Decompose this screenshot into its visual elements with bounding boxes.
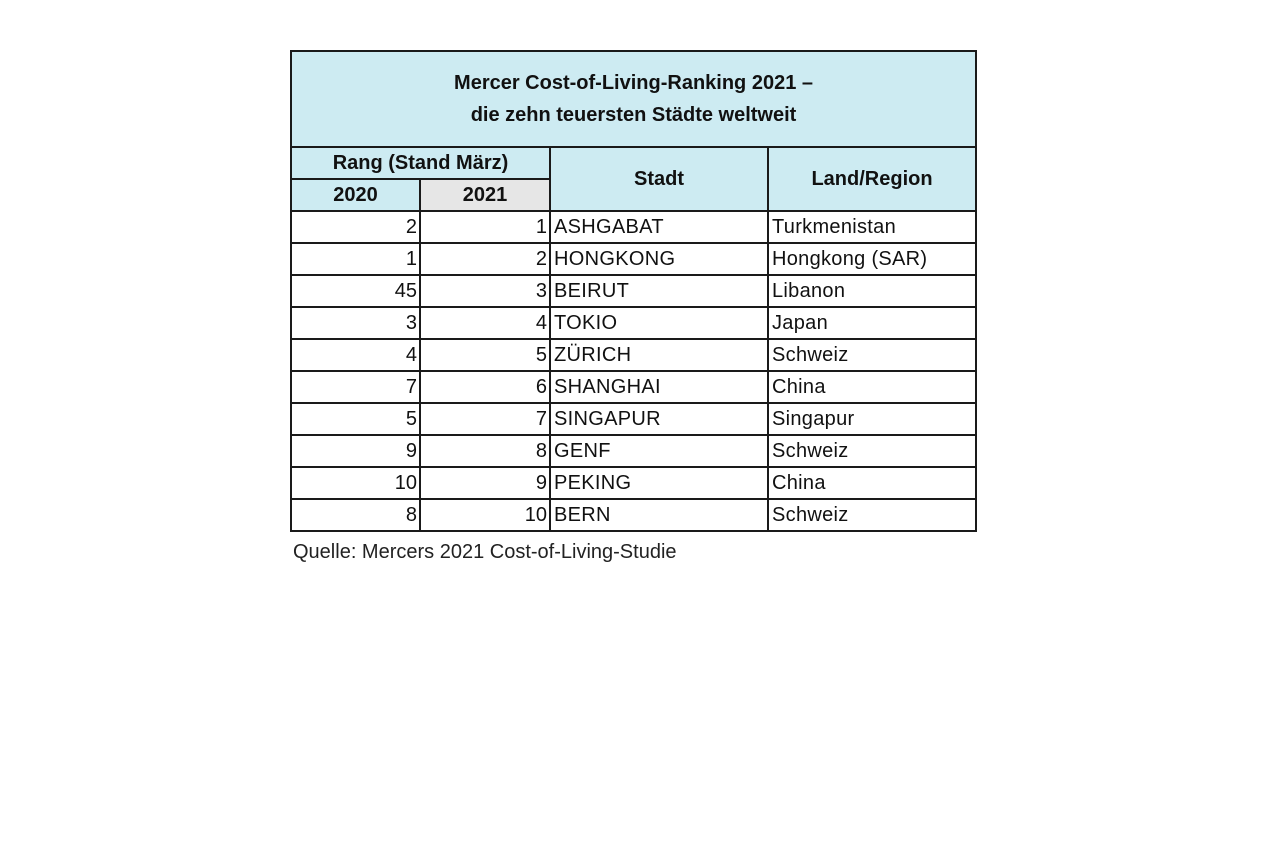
header-rang: Rang (Stand März)	[291, 147, 550, 179]
rank-2020-cell: 8	[291, 499, 420, 531]
city-cell: TOKIO	[550, 307, 768, 339]
table-row	[291, 467, 976, 499]
rank-2020-cell: 3	[291, 307, 420, 339]
rank-2020-cell: 5	[291, 403, 420, 435]
table-row	[291, 275, 976, 307]
table-title	[291, 51, 976, 147]
rank-2021-cell: 10	[420, 499, 550, 531]
ranking-table	[290, 50, 977, 532]
rank-2021-cell: 3	[420, 275, 550, 307]
rank-2020-cell: 4	[291, 339, 420, 371]
rank-2021-cell: 8	[420, 435, 550, 467]
country-cell: Turkmenistan	[768, 211, 976, 243]
header-2021: 2021	[420, 179, 550, 211]
country-cell: Hongkong (SAR)	[768, 243, 976, 275]
rank-2020-cell: 9	[291, 435, 420, 467]
rank-2021-cell: 6	[420, 371, 550, 403]
rank-2020-cell: 10	[291, 467, 420, 499]
table-row	[291, 339, 976, 371]
table-row	[291, 435, 976, 467]
city-cell: HONGKONG	[550, 243, 768, 275]
table-title-line-2: die zehn teuersten Städte weltweit	[470, 104, 797, 126]
city-cell: ASHGABAT	[550, 211, 768, 243]
table-row	[291, 499, 976, 531]
city-cell: GENF	[550, 435, 768, 467]
rank-2020-cell: 1	[291, 243, 420, 275]
country-cell: Schweiz	[768, 499, 976, 531]
city-cell: BEIRUT	[550, 275, 768, 307]
country-cell: Singapur	[768, 403, 976, 435]
rank-2020-cell: 45	[291, 275, 420, 307]
rank-2020-cell: 7	[291, 371, 420, 403]
table-title-line-1: Mercer Cost-of-Living-Ranking 2021 –	[454, 72, 813, 94]
table-row	[291, 371, 976, 403]
table-row	[291, 243, 976, 275]
rank-2021-cell: 1	[420, 211, 550, 243]
rank-2021-cell: 7	[420, 403, 550, 435]
header-stadt: Stadt	[550, 147, 768, 211]
city-cell: PEKING	[550, 467, 768, 499]
city-cell: SHANGHAI	[550, 371, 768, 403]
country-cell: Libanon	[768, 275, 976, 307]
country-cell: China	[768, 467, 976, 499]
rank-2021-cell: 4	[420, 307, 550, 339]
rank-2020-cell: 2	[291, 211, 420, 243]
table-row	[291, 403, 976, 435]
source-note: Quelle: Mercers 2021 Cost-of-Living-Studie	[293, 541, 677, 563]
rank-2021-cell: 9	[420, 467, 550, 499]
country-cell: Japan	[768, 307, 976, 339]
city-cell: SINGAPUR	[550, 403, 768, 435]
country-cell: China	[768, 371, 976, 403]
table-row	[291, 307, 976, 339]
country-cell: Schweiz	[768, 339, 976, 371]
city-cell: ZÜRICH	[550, 339, 768, 371]
table-row	[291, 211, 976, 243]
header-2020: 2020	[291, 179, 420, 211]
rank-2021-cell: 2	[420, 243, 550, 275]
header-land-region: Land/Region	[768, 147, 976, 211]
city-cell: BERN	[550, 499, 768, 531]
rank-2021-cell: 5	[420, 339, 550, 371]
country-cell: Schweiz	[768, 435, 976, 467]
